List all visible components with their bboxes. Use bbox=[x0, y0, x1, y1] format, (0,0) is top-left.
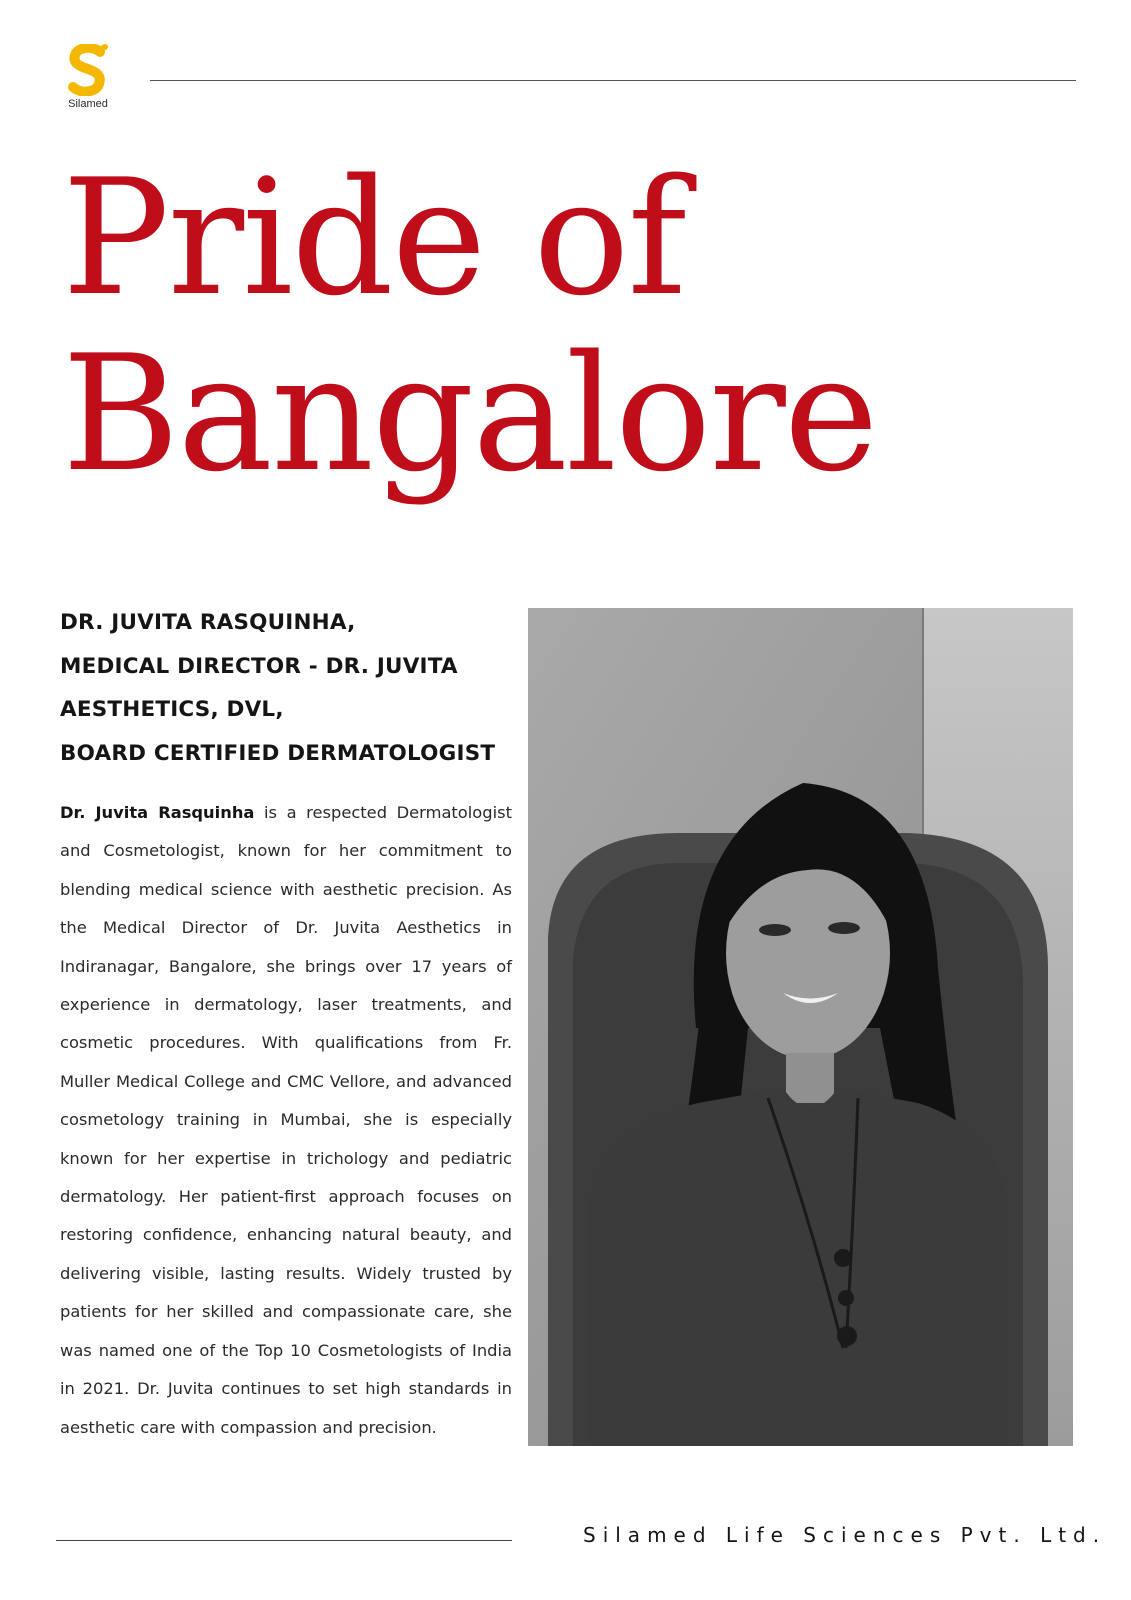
profile-heading bbox=[60, 601, 530, 775]
footer-company: Silamed Life Sciences Pvt. Ltd. bbox=[583, 1523, 1107, 1547]
title-line-1: Pride of bbox=[62, 144, 685, 331]
top-divider bbox=[150, 80, 1076, 81]
heading-line: DR. JUVITA RASQUINHA, bbox=[60, 610, 356, 635]
brand-name: Silamed bbox=[68, 98, 108, 110]
bio-text: is a respected Dermatologist and Cosmetologist, known for her commitment to blending medical science with aesthetic precision. As the Medical Director of Dr. Juvita Aesthetics in Indiranagar, Bangalore, she brings over 17 years of experience in dermatology, laser treatments, and cosmetic procedures. With qualifications from Fr. Muller Medical College and CMC Vellore, and advanced cosmetology training in Mumbai, she is especially known for her expertise in trichology and pediatric dermatology. Her patient-first approach focuses on restoring confidence, enhancing natural beauty, and delivering visible, lasting results. Widely trusted by patients for her skilled and compassionate care, she was named one of the Top 10 Cosmetologists of India in 2021. Dr. Juvita continues to set high standards in aesthetic care with compassion and precision. bbox=[60, 803, 512, 1437]
heading-line: AESTHETICS, DVL, bbox=[60, 697, 284, 722]
bottom-divider bbox=[56, 1540, 512, 1541]
bio-name: Dr. Juvita Rasquinha bbox=[60, 803, 255, 822]
portrait-illustration bbox=[528, 608, 1073, 1446]
page-title bbox=[62, 144, 877, 507]
silamed-s-logo-icon bbox=[68, 44, 108, 96]
heading-line: BOARD CERTIFIED DERMATOLOGIST bbox=[60, 740, 496, 766]
brand-logo bbox=[62, 44, 114, 110]
title-line-2: Bangalore bbox=[62, 320, 877, 507]
profile-bio bbox=[60, 794, 512, 1447]
heading-line: MEDICAL DIRECTOR - DR. JUVITA bbox=[60, 653, 458, 679]
portrait-photo bbox=[528, 608, 1073, 1446]
